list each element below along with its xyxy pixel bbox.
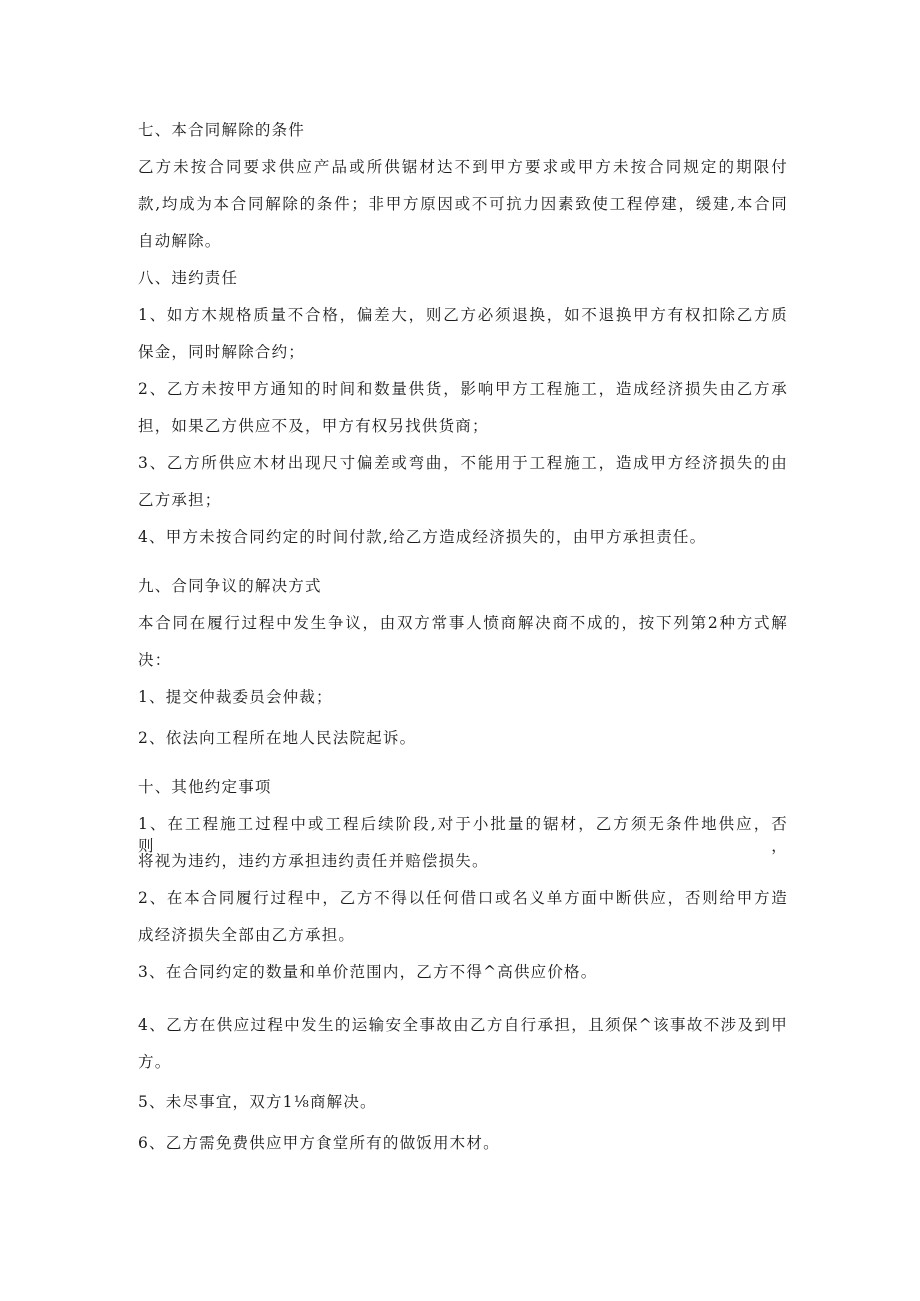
paragraph-line: 5、未尽事宜，双方1⅛商解决。 bbox=[138, 1093, 377, 1111]
paragraph-line: 方。 bbox=[138, 1053, 172, 1071]
paragraph-line: 本合同在履行过程中发生争议，由双方常事人愤商解决商不成的，按下列第2种方式解 bbox=[138, 614, 788, 632]
section-heading-8: 八、违约责任 bbox=[138, 269, 239, 287]
paragraph-line: 将视为违约，违约方承担违约责任并赔偿损失。 bbox=[138, 852, 489, 870]
paragraph-line: 成经济损失全部由乙方承担。 bbox=[138, 926, 356, 944]
paragraph-line: 1、在工程施工过程中或工程后续阶段,对于小批量的锯材，乙方须无条件地供应，否则， bbox=[138, 815, 788, 855]
paragraph-line: 4、甲方未按合同约定的时间付款,给乙方造成经济损失的，由甲方承担责任。 bbox=[138, 528, 707, 546]
paragraph-line: 自动解除。 bbox=[138, 232, 222, 250]
paragraph-line: 3、在合同约定的数量和单价范围内，乙方不得^高供应价格。 bbox=[138, 963, 598, 981]
paragraph-line: 4、乙方在供应过程中发生的运输安全事故由乙方自行承担，且须保^该事故不涉及到甲 bbox=[138, 1016, 788, 1034]
paragraph-line: 保金，同时解除合约； bbox=[138, 343, 306, 361]
paragraph-line: 乙方承担； bbox=[138, 491, 222, 509]
paragraph-line: 担，如果乙方供应不及，甲方有权另找供货商； bbox=[138, 417, 489, 435]
section-heading-9: 九、合同争议的解决方式 bbox=[138, 577, 322, 595]
paragraph-line: 2、依法向工程所在地人民法院起诉。 bbox=[138, 729, 417, 747]
paragraph-line: 乙方未按合同要求供应产品或所供锯材达不到甲方要求或甲方未按合同规定的期限付 bbox=[138, 158, 788, 176]
section-heading-7: 七、本合同解除的条件 bbox=[138, 121, 306, 139]
paragraph-line: 2、在本合同履行过程中，乙方不得以任何借口或名义单方面中断供应，否则给甲方造 bbox=[138, 889, 788, 907]
paragraph-line: 3、乙方所供应木材出现尺寸偏差或弯曲，不能用于工程施工，造成甲方经济损失的由 bbox=[138, 454, 788, 472]
paragraph-line: 决： bbox=[138, 651, 172, 669]
paragraph-line: 2、乙方未按甲方通知的时间和数量供货，影响甲方工程施工，造成经济损失由乙方承 bbox=[138, 380, 788, 398]
paragraph-line: 1、如方木规格质量不合格，偏差大，则乙方必须退换，如不退换甲方有权扣除乙方质 bbox=[138, 306, 788, 324]
paragraph-line: 款,均成为本合同解除的条件；非甲方原因或不可抗力因素致使工程停建，缓建,本合同 bbox=[138, 195, 788, 213]
paragraph-line: 6、乙方需免费供应甲方食堂所有的做饭用木材。 bbox=[138, 1134, 500, 1152]
paragraph-line: 1、提交仲裁委员会仲裁； bbox=[138, 688, 333, 706]
section-heading-10: 十、其他约定事项 bbox=[138, 778, 272, 796]
